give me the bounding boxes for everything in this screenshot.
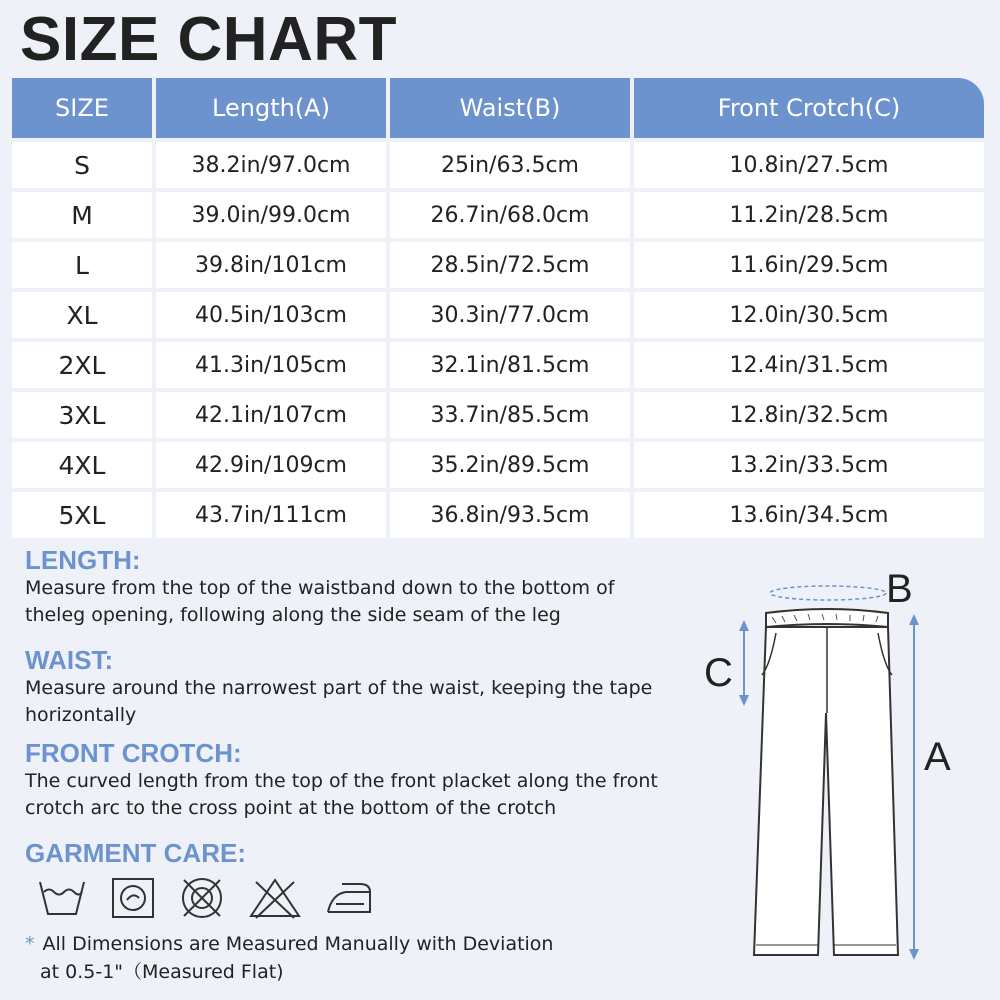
low-iron-icon — [324, 876, 374, 920]
cell-front-crotch: 10.8in/27.5cm — [634, 142, 984, 188]
table-row — [12, 292, 988, 338]
cell-front-crotch: 12.8in/32.5cm — [634, 392, 984, 438]
label-a: A — [924, 735, 951, 779]
cell-length: 42.1in/107cm — [156, 392, 386, 438]
front-crotch-section — [25, 738, 665, 822]
cell-front-crotch: 13.6in/34.5cm — [634, 492, 984, 538]
cell-length: 43.7in/111cm — [156, 492, 386, 538]
do-not-bleach-icon — [248, 876, 302, 920]
cell-length: 41.3in/105cm — [156, 342, 386, 388]
size-table — [12, 78, 988, 538]
cell-length: 39.0in/99.0cm — [156, 192, 386, 238]
cell-size: 5XL — [12, 492, 152, 538]
cell-front-crotch: 12.4in/31.5cm — [634, 342, 984, 388]
cell-size: L — [12, 242, 152, 288]
header-front-crotch: Front Crotch(C) — [634, 78, 984, 138]
table-row — [12, 142, 988, 188]
cell-size: 4XL — [12, 442, 152, 488]
cell-size: S — [12, 142, 152, 188]
dry-clean-icon — [110, 876, 156, 920]
header-size: SIZE — [12, 78, 152, 138]
front-crotch-heading: FRONT CROTCH: — [25, 738, 242, 768]
do-not-tumble-dry-icon — [178, 876, 226, 920]
measurement-note — [25, 930, 553, 986]
label-b: B — [886, 567, 913, 611]
length-section — [25, 545, 665, 629]
waist-section — [25, 645, 665, 729]
cell-waist: 28.5in/72.5cm — [390, 242, 630, 288]
cell-front-crotch: 13.2in/33.5cm — [634, 442, 984, 488]
header-length: Length(A) — [156, 78, 386, 138]
cell-size: 2XL — [12, 342, 152, 388]
note-star: * — [25, 933, 35, 955]
table-row — [12, 242, 988, 288]
cell-length: 40.5in/103cm — [156, 292, 386, 338]
hand-wash-icon — [36, 876, 88, 920]
garment-care-heading: GARMENT CARE: — [25, 838, 246, 868]
cell-length: 39.8in/101cm — [156, 242, 386, 288]
table-header — [12, 78, 988, 138]
cell-length: 42.9in/109cm — [156, 442, 386, 488]
cell-waist: 26.7in/68.0cm — [390, 192, 630, 238]
table-row — [12, 342, 988, 388]
table-row — [12, 192, 988, 238]
table-row — [12, 442, 988, 488]
cell-length: 38.2in/97.0cm — [156, 142, 386, 188]
note-line-1: All Dimensions are Measured Manually with Deviation — [42, 933, 554, 955]
note-line-2: at 0.5-1"（Measured Flat) — [40, 961, 284, 983]
cell-size: XL — [12, 292, 152, 338]
cell-waist: 33.7in/85.5cm — [390, 392, 630, 438]
cell-front-crotch: 11.6in/29.5cm — [634, 242, 984, 288]
cell-size: 3XL — [12, 392, 152, 438]
cell-waist: 36.8in/93.5cm — [390, 492, 630, 538]
label-c: C — [704, 651, 733, 695]
cell-waist: 25in/63.5cm — [390, 142, 630, 188]
table-row — [12, 392, 988, 438]
cell-waist: 35.2in/89.5cm — [390, 442, 630, 488]
cell-front-crotch: 11.2in/28.5cm — [634, 192, 984, 238]
garment-care-section — [25, 838, 246, 868]
cell-size: M — [12, 192, 152, 238]
length-heading: LENGTH: — [25, 545, 141, 575]
care-icons — [36, 876, 396, 920]
front-crotch-text: The curved length from the top of the front placket along the front crotch arc to the cross point at the bottom of the crotch — [25, 770, 658, 819]
pants-diagram — [690, 565, 990, 975]
cell-front-crotch: 12.0in/30.5cm — [634, 292, 984, 338]
cell-waist: 32.1in/81.5cm — [390, 342, 630, 388]
table-row — [12, 492, 988, 538]
length-text: Measure from the top of the waistband down to the bottom of theleg opening, following along the side seam of the leg — [25, 577, 615, 626]
waist-heading: WAIST: — [25, 645, 114, 675]
page-title: SIZE CHART — [20, 5, 397, 74]
cell-waist: 30.3in/77.0cm — [390, 292, 630, 338]
header-waist: Waist(B) — [390, 78, 630, 138]
waist-text: Measure around the narrowest part of the waist, keeping the tape horizontally — [25, 677, 653, 726]
